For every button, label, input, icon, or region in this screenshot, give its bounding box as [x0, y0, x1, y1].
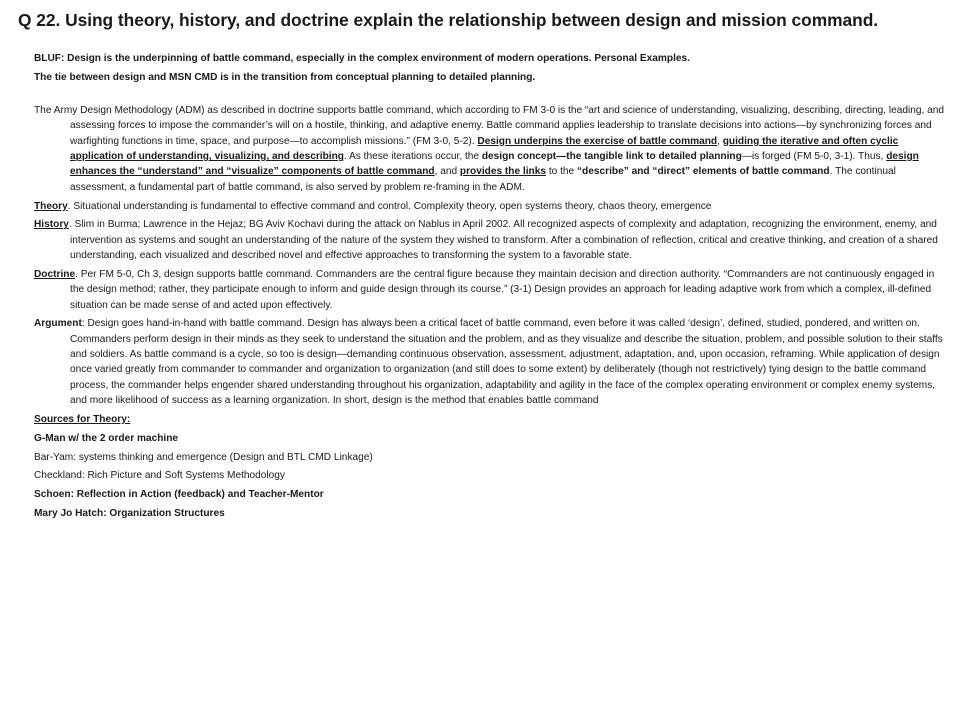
adm-text-2: ,	[717, 135, 723, 147]
source-item: Bar-Yam: systems thinking and emergence (Design and BTL CMD Linkage)	[34, 451, 373, 463]
doctrine-paragraph	[34, 267, 946, 313]
source-item: G-Man w/ the 2 order machine	[34, 432, 179, 444]
theory-label: Theory	[34, 200, 68, 212]
bluf-line: BLUF: Design is the underpinning of battle command, especially in the complex environment of modern operations. Personal Examples.	[34, 53, 690, 64]
slide-title: Q 22. Using theory, history, and doctrine explain the relationship between design and mission command.	[18, 10, 879, 30]
history-label: History	[34, 219, 69, 231]
tie-line: The tie between design and MSN CMD is in the transition from conceptual planning to detailed planning.	[34, 71, 536, 83]
history-text: . Slim in Burma; Lawrence in the Hejaz; BG Aviv Kochavi during the attack on Nablus in April 2002. All recognized aspects of complexity and adaptation, recognizing the environment, enemy, and intervention as systems and sought an understanding of the nature of the system they wished to transform. After a combination of reflection, critical and creative thinking, and creation of a shared understanding, each visualized and described novel and effective approaches to transforming the system to a favorable state.	[68, 219, 938, 262]
doctrine-text: . Per FM 5-0, Ch 3, design supports battle command. Commanders are the central figure because they maintain decision and direction authority. “Commanders are not continuously engaged in the design method; rather, they participate enough to inform and guide design through its course.” (3-1) Design provides an approach for leading adaptive work from which a complex, ill-defined situation can be made sense of and acted upon effectively.	[70, 268, 935, 311]
adm-text-1: The Army Design Methodology (ADM) as described in doctrine supports battle command, which according to FM 3-0 is the “art and science of understanding, visualizing, describing, directing, leading, and assessing forces to impose the commander’s will on a hostile, thinking, and adaptive enemy. Battle command applies leadership to translate decisions into actions—by synchronizing forces and warfighting functions in time, space, and purpose—to accomplish missions.” (FM 3-0, 5-2).	[34, 105, 945, 147]
source-item: Mary Jo Hatch: Organization Structures	[34, 508, 225, 520]
slide-body	[34, 51, 946, 525]
adm-underline-1: Design underpins the exercise of battle command	[477, 135, 718, 147]
doctrine-label: Doctrine	[34, 268, 76, 280]
adm-text-3: . As these iterations occur, the	[343, 151, 482, 163]
argument-label: Argument	[34, 318, 82, 330]
adm-bold-1: design concept—the tangible link to detailed planning	[481, 151, 742, 163]
adm-underline-4: provides the links	[459, 166, 547, 178]
argument-paragraph	[34, 316, 946, 408]
adm-underline-3: design enhances the “understand” and “visualize” components of battle command	[70, 151, 919, 178]
theory-paragraph	[34, 199, 946, 214]
argument-text: : Design goes hand-in-hand with battle command. Design has always been a critical facet of battle command, even before it was called ‘design’, defined, studied, pondered, and written on. Commanders perform design in their minds as they seek to understand the situation and the problem, and as they visualize and describe the situation, problem, and possible solution to their staffs and soldiers. As battle command is a cycle, so too is design—demanding continuous observation, assessment, adjustment, adaptation, and, upon occasion, reframing. While application of design once varied greatly from commander to commander and organization to organization (and still does to some extent) by deliberately (though not restrictively) tying design to the battle command process, the commander helps engender shared understanding throughout his organization, adaptability and agility in the face of the complex operating environment or complex enemy systems, and more likelihood of success as a learning organization. In short, design is the method that enables battle command	[70, 318, 943, 406]
adm-text-5: , and	[434, 166, 460, 178]
adm-text-6: to the	[546, 166, 577, 178]
adm-bold-2: “describe” and “direct” elements of battle command	[576, 166, 830, 178]
source-item: Checkland: Rich Picture and Soft Systems Methodology	[34, 470, 285, 482]
adm-text-4: —is forged (FM 5-0, 3-1). Thus,	[741, 151, 887, 163]
theory-text: . Situational understanding is fundamental to effective command and control. Complexity theory, open systems theory, chaos theory, emergence	[67, 200, 712, 212]
history-paragraph	[34, 217, 946, 263]
adm-underline-2: guiding the iterative and often cyclic application of understanding, visualizing, and describing	[70, 135, 899, 163]
source-item: Schoen: Reflection in Action (feedback) and Teacher-Mentor	[34, 489, 324, 501]
adm-paragraph	[34, 103, 946, 195]
adm-text-7: . The continual assessment, a fundamental part of battle command, is also served by problem re-framing in the ADM.	[70, 166, 896, 193]
sources-heading: Sources for Theory:	[34, 413, 131, 425]
